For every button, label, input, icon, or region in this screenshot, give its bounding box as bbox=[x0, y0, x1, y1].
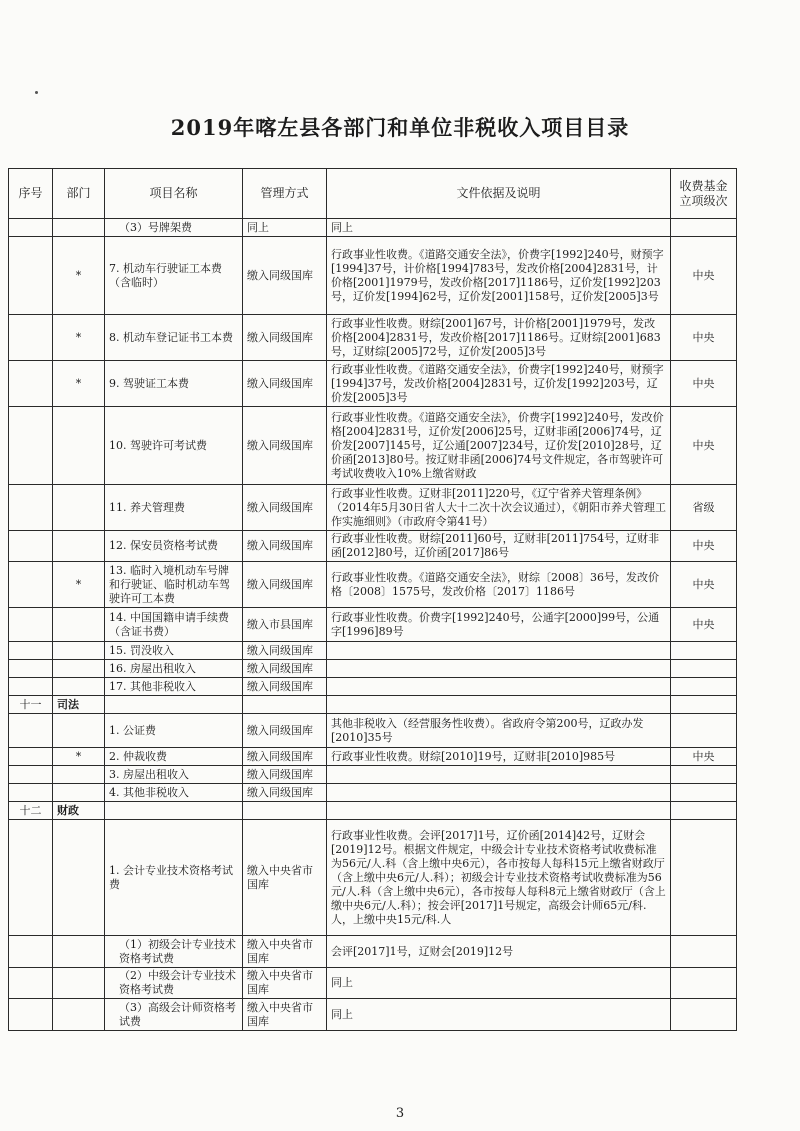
cell-key-mark bbox=[53, 407, 105, 485]
cell-basis: 行政事业性收费。财综[2010]19号，辽财非[2010]985号 bbox=[327, 748, 671, 766]
cell-key-mark bbox=[53, 485, 105, 531]
cell-basis: 行政事业性收费。财综[2001]67号，计价格[2001]1979号，发改价格[2004]2831号，发改价格[2017]1186号。辽财综[2001]683号，辽财综[2005]72号，辽价发[2005]3号 bbox=[327, 315, 671, 361]
table-header-row bbox=[9, 169, 737, 219]
cell-item-name: 11. 养犬管理费 bbox=[105, 485, 243, 531]
cell-level bbox=[671, 766, 737, 784]
cell-method: 缴入同级国库 bbox=[243, 660, 327, 678]
cell-item-name: 7. 机动车行驶证工本费（含临时） bbox=[105, 237, 243, 315]
cell-item-name: （1）初级会计专业技术资格考试费 bbox=[105, 936, 243, 968]
table-row bbox=[9, 936, 737, 968]
cell-level bbox=[671, 820, 737, 936]
cell-method: 缴入同级国库 bbox=[243, 562, 327, 608]
cell-method: 缴入中央省市国库 bbox=[243, 999, 327, 1031]
cell-level bbox=[671, 642, 737, 660]
cell-basis bbox=[327, 642, 671, 660]
cell-basis bbox=[327, 696, 671, 714]
cell-basis: 行政事业性收费。财综[2011]60号，辽财非[2011]754号，辽财非函[2012]80号，辽价函[2017]86号 bbox=[327, 531, 671, 562]
cell-no bbox=[9, 820, 53, 936]
table-row bbox=[9, 999, 737, 1031]
cell-level bbox=[671, 999, 737, 1031]
cell-no bbox=[9, 315, 53, 361]
catalog-table bbox=[8, 168, 737, 1031]
header-level: 收费基金立项级次 bbox=[671, 169, 737, 219]
table-row bbox=[9, 766, 737, 784]
cell-key-mark bbox=[53, 660, 105, 678]
cell-method: 缴入同级国库 bbox=[243, 784, 327, 802]
header-method: 管理方式 bbox=[243, 169, 327, 219]
cell-no bbox=[9, 660, 53, 678]
cell-method: 缴入同级国库 bbox=[243, 315, 327, 361]
header-dept: 部门 bbox=[53, 169, 105, 219]
cell-no bbox=[9, 936, 53, 968]
cell-key-mark bbox=[53, 531, 105, 562]
cell-item-name: 15. 罚没收入 bbox=[105, 642, 243, 660]
header-item: 项目名称 bbox=[105, 169, 243, 219]
cell-no bbox=[9, 766, 53, 784]
cell-basis bbox=[327, 784, 671, 802]
cell-item-name: 14. 中国国籍申请手续费（含证书费） bbox=[105, 608, 243, 642]
cell-no bbox=[9, 361, 53, 407]
cell-no bbox=[9, 714, 53, 748]
cell-basis: 会评[2017]1号，辽财会[2019]12号 bbox=[327, 936, 671, 968]
cell-basis: 行政事业性收费。辽财非[2011]220号，《辽宁省养犬管理条例》（2014年5月30日省人大十二次十次会议通过），《朝阳市养犬管理工作实施细则》（市政府令第41号） bbox=[327, 485, 671, 531]
cell-no bbox=[9, 562, 53, 608]
cell-no bbox=[9, 531, 53, 562]
table-row bbox=[9, 784, 737, 802]
cell-level: 省级 bbox=[671, 485, 737, 531]
scan-speck bbox=[35, 91, 38, 94]
cell-basis bbox=[327, 766, 671, 784]
table-row bbox=[9, 660, 737, 678]
cell-key-mark bbox=[53, 642, 105, 660]
cell-level bbox=[671, 968, 737, 999]
cell-item-name: 1. 会计专业技术资格考试费 bbox=[105, 820, 243, 936]
cell-no: 十一 bbox=[9, 696, 53, 714]
cell-method: 缴入同级国库 bbox=[243, 237, 327, 315]
cell-basis bbox=[327, 802, 671, 820]
table-row bbox=[9, 361, 737, 407]
cell-no bbox=[9, 678, 53, 696]
table-row bbox=[9, 237, 737, 315]
cell-key-mark bbox=[53, 219, 105, 237]
table-row bbox=[9, 748, 737, 766]
cell-level: 中央 bbox=[671, 531, 737, 562]
table-row bbox=[9, 642, 737, 660]
cell-basis: 行政事业性收费。会评[2017]1号，辽价函[2014]42号，辽财会[2019]12号。根据文件规定，中级会计专业技术资格考试收费标准为56元/人.科（含上缴中央6元），各市按每人每科15元上缴省财政厅（含上缴中央6元/人.科）；初级会计专业技术资格考试收费标准为56元/人.科（含上缴中央6元），各市按每人每科8元上缴省财政厅（含上缴中央6元/人.科）；按会评[2017]1号规定，高级会计师65元/科.人，上缴中央15元/科.人 bbox=[327, 820, 671, 936]
cell-no bbox=[9, 219, 53, 237]
cell-method: 缴入同级国库 bbox=[243, 678, 327, 696]
table-row bbox=[9, 531, 737, 562]
table-row bbox=[9, 820, 737, 936]
cell-no bbox=[9, 642, 53, 660]
cell-level: 中央 bbox=[671, 237, 737, 315]
table-row bbox=[9, 219, 737, 237]
cell-level: 中央 bbox=[671, 748, 737, 766]
cell-basis: 其他非税收入（经营服务性收费）。省政府令第200号，辽政办发[2010]35号 bbox=[327, 714, 671, 748]
cell-key-mark bbox=[53, 608, 105, 642]
cell-level bbox=[671, 219, 737, 237]
cell-method: 缴入市县国库 bbox=[243, 608, 327, 642]
cell-no bbox=[9, 968, 53, 999]
cell-method: 缴入中央省市国库 bbox=[243, 968, 327, 999]
cell-item-name: （2）中级会计专业技术资格考试费 bbox=[105, 968, 243, 999]
cell-key-mark: * bbox=[53, 237, 105, 315]
cell-basis: 同上 bbox=[327, 999, 671, 1031]
cell-key-mark bbox=[53, 784, 105, 802]
cell-dept: 司法 bbox=[53, 696, 105, 714]
cell-key-mark: * bbox=[53, 748, 105, 766]
cell-method: 缴入同级国库 bbox=[243, 714, 327, 748]
page-number: 3 bbox=[395, 1106, 405, 1121]
cell-item-name: （3）号牌架费 bbox=[105, 219, 243, 237]
table-body bbox=[9, 219, 737, 1031]
cell-item-name: 10. 驾驶许可考试费 bbox=[105, 407, 243, 485]
cell-key-mark bbox=[53, 766, 105, 784]
cell-basis: 行政事业性收费。《道路交通安全法》，价费字[1992]240号，发改价格[2004]2831号，辽价发[2006]25号，辽财非函[2006]74号，辽价发[2007]145号，辽公通[2007]234号，辽价发[2010]28号，辽价函[2013]80号。按辽财非函[2006]74号文件规定，各市驾驶许可考试收费收入10%上缴省财政 bbox=[327, 407, 671, 485]
cell-no: 十二 bbox=[9, 802, 53, 820]
cell-item-name: 4. 其他非税收入 bbox=[105, 784, 243, 802]
cell-level: 中央 bbox=[671, 608, 737, 642]
cell-key-mark bbox=[53, 820, 105, 936]
cell-item-name bbox=[105, 696, 243, 714]
cell-no bbox=[9, 407, 53, 485]
cell-item-name: 8. 机动车登记证书工本费 bbox=[105, 315, 243, 361]
cell-key-mark: * bbox=[53, 562, 105, 608]
cell-method: 缴入中央省市国库 bbox=[243, 936, 327, 968]
cell-method bbox=[243, 802, 327, 820]
cell-level bbox=[671, 936, 737, 968]
cell-basis: 同上 bbox=[327, 219, 671, 237]
page-title: 2019年喀左县各部门和单位非税收入项目目录 bbox=[170, 115, 630, 140]
cell-item-name: 12. 保安员资格考试费 bbox=[105, 531, 243, 562]
cell-item-name: （3）高级会计师资格考试费 bbox=[105, 999, 243, 1031]
cell-method: 缴入同级国库 bbox=[243, 485, 327, 531]
cell-basis: 同上 bbox=[327, 968, 671, 999]
cell-level bbox=[671, 696, 737, 714]
cell-item-name: 1. 公证费 bbox=[105, 714, 243, 748]
cell-item-name: 9. 驾驶证工本费 bbox=[105, 361, 243, 407]
cell-level: 中央 bbox=[671, 361, 737, 407]
cell-key-mark bbox=[53, 714, 105, 748]
cell-item-name: 13. 临时入境机动车号牌和行驶证、临时机动车驾驶许可工本费 bbox=[105, 562, 243, 608]
section-row bbox=[9, 696, 737, 714]
cell-method: 缴入同级国库 bbox=[243, 361, 327, 407]
table-row bbox=[9, 714, 737, 748]
cell-no bbox=[9, 999, 53, 1031]
cell-level: 中央 bbox=[671, 407, 737, 485]
cell-level bbox=[671, 784, 737, 802]
cell-level: 中央 bbox=[671, 315, 737, 361]
cell-method: 缴入中央省市国库 bbox=[243, 820, 327, 936]
table-row bbox=[9, 968, 737, 999]
cell-method: 缴入同级国库 bbox=[243, 531, 327, 562]
cell-item-name: 3. 房屋出租收入 bbox=[105, 766, 243, 784]
cell-method: 缴入同级国库 bbox=[243, 642, 327, 660]
cell-item-name bbox=[105, 802, 243, 820]
cell-basis bbox=[327, 660, 671, 678]
table-row bbox=[9, 562, 737, 608]
cell-basis: 行政事业性收费。《道路交通安全法》，财综〔2008〕36号，发改价格〔2008〕1575号，发改价格〔2017〕1186号 bbox=[327, 562, 671, 608]
cell-dept: 财政 bbox=[53, 802, 105, 820]
cell-level bbox=[671, 802, 737, 820]
cell-level bbox=[671, 714, 737, 748]
cell-key-mark bbox=[53, 968, 105, 999]
cell-method: 缴入同级国库 bbox=[243, 766, 327, 784]
cell-level bbox=[671, 660, 737, 678]
cell-level: 中央 bbox=[671, 562, 737, 608]
cell-key-mark bbox=[53, 936, 105, 968]
cell-basis: 行政事业性收费。《道路交通安全法》，价费字[1992]240号，财预字[1994]37号，发改价格[2004]2831号，辽价发[1992]203号，辽价发[2005]3号 bbox=[327, 361, 671, 407]
cell-level bbox=[671, 678, 737, 696]
header-basis: 文件依据及说明 bbox=[327, 169, 671, 219]
cell-basis: 行政事业性收费。价费字[1992]240号，公通字[2000]99号，公通字[1996]89号 bbox=[327, 608, 671, 642]
cell-item-name: 2. 仲裁收费 bbox=[105, 748, 243, 766]
table-row bbox=[9, 315, 737, 361]
table-row bbox=[9, 407, 737, 485]
cell-no bbox=[9, 784, 53, 802]
table-row bbox=[9, 485, 737, 531]
cell-key-mark: * bbox=[53, 315, 105, 361]
cell-basis: 行政事业性收费。《道路交通安全法》，价费字[1992]240号，财预字[1994]37号，计价格[1994]783号，发改价格[2004]2831号，计价格[2001]1979号，发改价格[2017]1186号，辽价发[1992]203号，辽价发[1994]62号，辽价发[2001]158号，辽价发[2005]3号 bbox=[327, 237, 671, 315]
cell-method: 同上 bbox=[243, 219, 327, 237]
cell-no bbox=[9, 237, 53, 315]
section-row bbox=[9, 802, 737, 820]
cell-method: 缴入同级国库 bbox=[243, 407, 327, 485]
header-no: 序号 bbox=[9, 169, 53, 219]
cell-basis bbox=[327, 678, 671, 696]
cell-item-name: 17. 其他非税收入 bbox=[105, 678, 243, 696]
cell-method: 缴入同级国库 bbox=[243, 748, 327, 766]
cell-no bbox=[9, 748, 53, 766]
cell-key-mark: * bbox=[53, 361, 105, 407]
table-row bbox=[9, 608, 737, 642]
cell-no bbox=[9, 608, 53, 642]
cell-item-name: 16. 房屋出租收入 bbox=[105, 660, 243, 678]
cell-method bbox=[243, 696, 327, 714]
cell-key-mark bbox=[53, 678, 105, 696]
cell-no bbox=[9, 485, 53, 531]
table-row bbox=[9, 678, 737, 696]
cell-key-mark bbox=[53, 999, 105, 1031]
